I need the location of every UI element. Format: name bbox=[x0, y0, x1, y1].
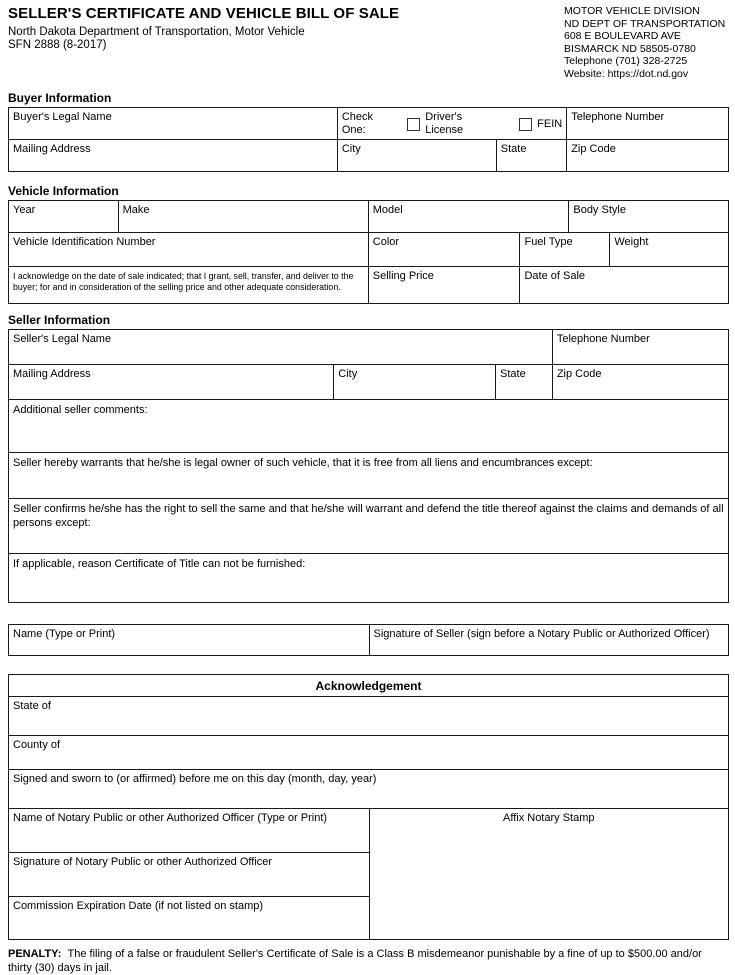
seller-comments-field[interactable]: Additional seller comments: bbox=[13, 404, 148, 416]
seller-state-label: State bbox=[500, 368, 526, 380]
table-row bbox=[9, 625, 728, 655]
buyer-table bbox=[8, 107, 729, 172]
vehicle-section-heading: Vehicle Information bbox=[8, 184, 119, 198]
vehicle-vin-field[interactable] bbox=[9, 233, 368, 266]
seller-legal-name-field[interactable] bbox=[9, 330, 552, 364]
sworn-date-field[interactable] bbox=[9, 770, 728, 808]
seller-section-heading: Seller Information bbox=[8, 313, 111, 327]
seller-city-field[interactable] bbox=[333, 365, 495, 399]
vehicle-body-style-label: Body Style bbox=[573, 204, 626, 216]
form-title: SELLER'S CERTIFICATE AND VEHICLE BILL OF SALE bbox=[8, 5, 400, 22]
state-of-label: State of bbox=[13, 700, 51, 712]
fein-label: FEIN bbox=[537, 117, 563, 130]
form-number: SFN 2888 (8-2017) bbox=[8, 39, 107, 51]
selling-price-label: Selling Price bbox=[372, 270, 434, 282]
fein-checkbox[interactable] bbox=[519, 118, 532, 131]
commission-expiration-field[interactable] bbox=[9, 896, 369, 939]
affix-notary-stamp-label: Affix Notary Stamp bbox=[503, 812, 595, 824]
agency-line: Telephone (701) 328-2725 bbox=[564, 55, 688, 67]
agency-line: ND DEPT OF TRANSPORTATION bbox=[564, 17, 726, 30]
buyer-state-label: State bbox=[500, 143, 527, 155]
buyer-section-heading: Buyer Information bbox=[8, 91, 112, 105]
buyer-id-type-field bbox=[337, 108, 566, 139]
table-row bbox=[9, 399, 728, 452]
seller-telephone-label: Telephone Number bbox=[556, 333, 650, 345]
selling-price-field[interactable] bbox=[368, 267, 520, 303]
agency-line: Website: https://dot.nd.gov bbox=[564, 67, 689, 80]
vehicle-year-label: Year bbox=[13, 204, 36, 216]
buyer-state-field[interactable] bbox=[496, 140, 566, 171]
drivers-license-checkbox[interactable] bbox=[407, 118, 420, 131]
table-row bbox=[9, 139, 728, 171]
seller-printed-name-label: Name (Type or Print) bbox=[13, 628, 116, 640]
buyer-telephone-label: Telephone Number bbox=[571, 111, 665, 123]
seller-legal-name-label: Seller's Legal Name bbox=[13, 333, 112, 345]
penalty-text: The filing of a false or fraudulent Seller's Certificate of Sale is a Class B misdemeanor punishable by a fine of up to $500.00 and/or thirty (30) days in jail. bbox=[8, 948, 702, 974]
buyer-telephone-field[interactable] bbox=[566, 108, 728, 139]
buyer-mailing-address-field[interactable] bbox=[9, 140, 337, 171]
buyer-zip-field[interactable] bbox=[566, 140, 728, 171]
table-row bbox=[9, 498, 728, 553]
table-row bbox=[9, 201, 728, 232]
form-header bbox=[8, 4, 729, 84]
seller-mailing-address-label: Mailing Address bbox=[13, 368, 91, 380]
vehicle-year-field[interactable] bbox=[9, 201, 118, 232]
vehicle-make-label: Make bbox=[122, 204, 150, 216]
notary-name-field[interactable] bbox=[9, 809, 369, 852]
form-header-left bbox=[8, 4, 399, 84]
seller-signature-label: Signature of Seller (sign before a Notary Public or Authorized Officer) bbox=[373, 628, 710, 640]
vehicle-color-field[interactable] bbox=[368, 233, 520, 266]
agency-line: BISMARCK ND 58505-0780 bbox=[564, 42, 696, 55]
seller-table bbox=[8, 329, 729, 603]
form-subtitle: North Dakota Department of Transportation, Motor Vehicle bbox=[8, 26, 305, 38]
title-reason-field[interactable]: If applicable, reason Certificate of Title can not be furnished: bbox=[13, 558, 306, 570]
penalty-label: PENALTY: bbox=[8, 948, 62, 960]
vehicle-weight-field[interactable] bbox=[609, 233, 728, 266]
table-row bbox=[9, 266, 728, 303]
vehicle-make-field[interactable] bbox=[118, 201, 368, 232]
seller-telephone-field[interactable] bbox=[552, 330, 728, 364]
vehicle-model-label: Model bbox=[372, 204, 403, 216]
seller-printed-name-field[interactable] bbox=[9, 625, 369, 655]
table-row bbox=[9, 452, 728, 498]
table-row bbox=[9, 553, 728, 602]
seller-zip-label: Zip Code bbox=[556, 368, 602, 380]
buyer-zip-label: Zip Code bbox=[571, 143, 616, 155]
table-row bbox=[9, 735, 728, 769]
notary-signature-field[interactable] bbox=[9, 852, 369, 896]
vehicle-color-label: Color bbox=[372, 236, 400, 248]
table-row bbox=[9, 364, 728, 399]
vehicle-fuel-type-field[interactable] bbox=[519, 233, 609, 266]
notary-fields-column bbox=[9, 809, 369, 939]
notary-stamp-area[interactable] bbox=[369, 809, 729, 939]
agency-address-block bbox=[564, 4, 729, 84]
penalty-notice bbox=[8, 947, 729, 975]
check-one-label: Check One: bbox=[341, 111, 374, 136]
seller-signature-field[interactable] bbox=[369, 625, 729, 655]
table-row bbox=[9, 696, 728, 735]
vehicle-table bbox=[8, 200, 729, 304]
agency-line: 608 E BOULEVARD AVE bbox=[564, 30, 681, 42]
buyer-city-field[interactable] bbox=[337, 140, 496, 171]
state-of-field[interactable] bbox=[9, 697, 728, 735]
acknowledgement-table bbox=[8, 674, 729, 940]
sale-acknowledgement-text: I acknowledge on the date of sale indicated; that I grant, sell, transfer, and deliver to the buyer; for and in consideration of the selling price and other adequate consideration. bbox=[13, 271, 354, 292]
notary-name-label: Name of Notary Public or other Authorized Officer (Type or Print) bbox=[13, 812, 328, 824]
vehicle-body-style-field[interactable] bbox=[568, 201, 728, 232]
drivers-license-label: Driver's License bbox=[425, 111, 464, 136]
vehicle-weight-label: Weight bbox=[614, 236, 649, 248]
buyer-legal-name-field[interactable] bbox=[9, 108, 337, 139]
sworn-date-label: Signed and sworn to (or affirmed) before me on this day (month, day, year) bbox=[13, 773, 377, 785]
table-row bbox=[9, 108, 728, 139]
seller-zip-field[interactable] bbox=[552, 365, 728, 399]
acknowledgement-header-row bbox=[9, 675, 728, 696]
vehicle-fuel-type-label: Fuel Type bbox=[524, 236, 573, 248]
seller-confirms-field[interactable]: Seller confirms he/she has the right to sell the same and that he/she will warrant and defend the title thereof against the claims and demands of all persons except: bbox=[13, 503, 724, 529]
agency-line: MOTOR VEHICLE DIVISION bbox=[564, 5, 700, 17]
notary-signature-label: Signature of Notary Public or other Authorized Officer bbox=[13, 856, 273, 868]
seller-city-label: City bbox=[338, 368, 358, 380]
vehicle-model-field[interactable] bbox=[368, 201, 569, 232]
vehicle-vin-label: Vehicle Identification Number bbox=[13, 236, 156, 248]
seller-mailing-address-field[interactable] bbox=[9, 365, 333, 399]
buyer-legal-name-label: Buyer's Legal Name bbox=[13, 111, 112, 123]
seller-warrants-field[interactable]: Seller hereby warrants that he/she is legal owner of such vehicle, that it is free from all liens and encumbrances except: bbox=[13, 457, 593, 469]
date-of-sale-field[interactable] bbox=[519, 267, 728, 303]
seller-state-field[interactable] bbox=[495, 365, 552, 399]
date-of-sale-label: Date of Sale bbox=[524, 270, 586, 282]
acknowledgement-heading: Acknowledgement bbox=[315, 678, 422, 693]
buyer-mailing-address-label: Mailing Address bbox=[13, 143, 91, 155]
table-row bbox=[9, 330, 728, 364]
table-row bbox=[9, 769, 728, 808]
table-row bbox=[9, 232, 728, 266]
notary-section bbox=[9, 808, 728, 939]
commission-expiration-label: Commission Expiration Date (if not listed on stamp) bbox=[13, 900, 264, 912]
county-of-field[interactable] bbox=[9, 736, 728, 769]
county-of-label: County of bbox=[13, 739, 61, 751]
buyer-city-label: City bbox=[341, 143, 361, 155]
signature-table bbox=[8, 624, 729, 656]
